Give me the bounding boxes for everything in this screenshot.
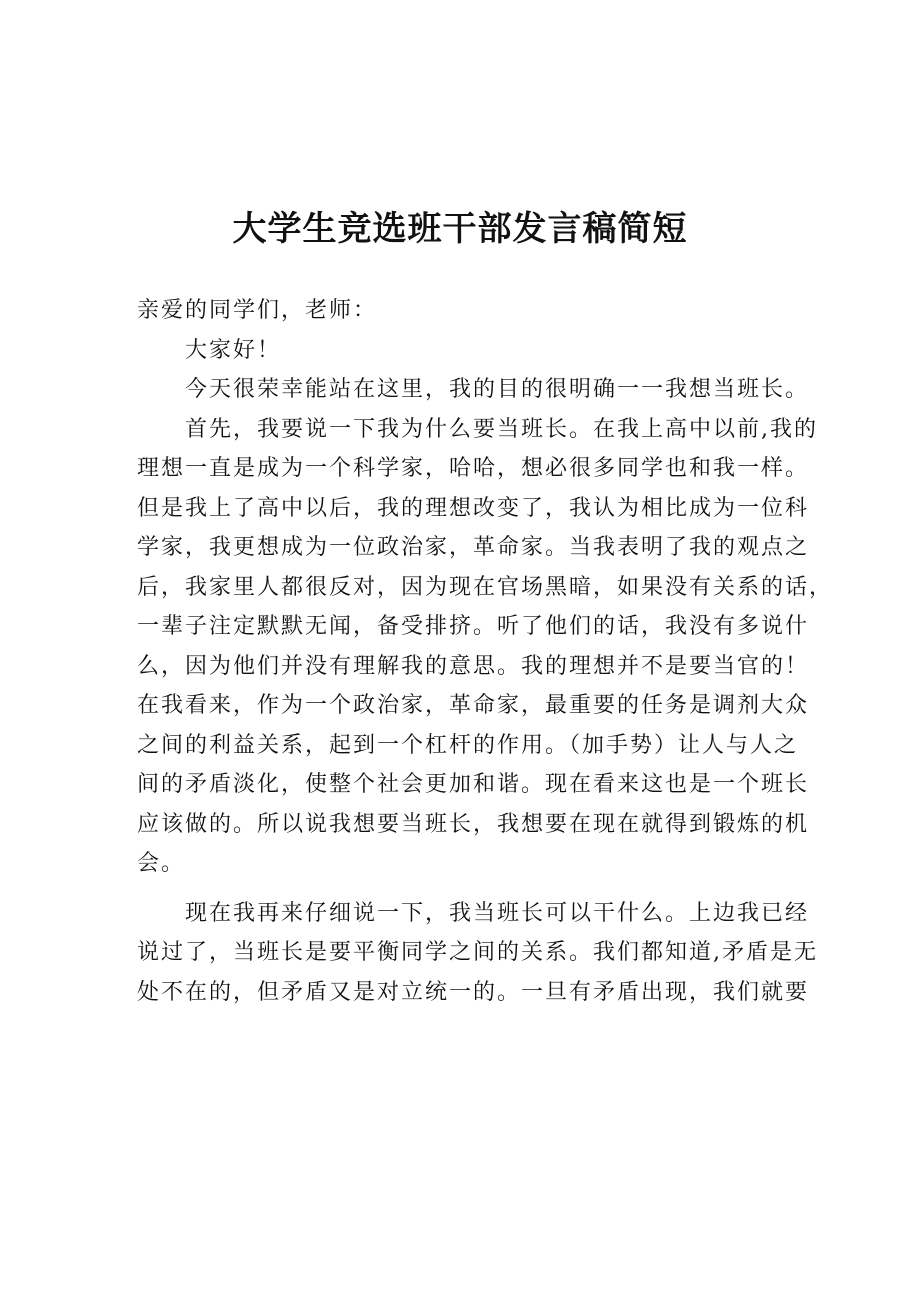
- paragraph-line: 会。: [137, 851, 186, 876]
- paragraph-line: 理想一直是成为一个科学家，哈哈，想必很多同学也和我一样。: [137, 456, 810, 481]
- paragraph-line: 间的矛盾淡化，使整个社会更加和谐。现在看来这也是一个班长: [137, 772, 810, 797]
- document-body: [137, 291, 834, 1012]
- paragraph-line: 一辈子注定默默无闻，备受排挤。听了他们的话，我没有多说什: [137, 614, 810, 639]
- paragraph-line: 之间的利益关系，起到一个杠杆的作用。（加手势）让人与人之: [137, 732, 799, 758]
- paragraph-line: 现在我再来仔细说一下，我当班长可以干什么。上边我已经: [185, 900, 810, 926]
- paragraph-line: 后，我家里人都很反对，因为现在官场黑暗，如果没有关系的话，: [137, 574, 834, 600]
- greeting-line: 大家好！: [185, 337, 282, 363]
- paragraph-line: 应该做的。所以说我想要当班长，我想要在现在就得到锻炼的机: [137, 811, 810, 837]
- paragraph-line: 首先，我要说一下我为什么要当班长。在我上高中以前,我的: [185, 416, 818, 442]
- paragraph-line: 但是我上了高中以后，我的理想改变了，我认为相比成为一位科: [137, 495, 810, 521]
- paragraph-line: 学家，我更想成为一位政治家，革命家。当我表明了我的观点之: [137, 535, 810, 560]
- paragraph-line: 么，因为他们并没有理解我的意思。我的理想并不是要当官的！: [137, 653, 810, 679]
- paragraph-line: 说过了，当班长是要平衡同学之间的关系。我们都知道,矛盾是无: [137, 940, 818, 965]
- paragraph-line: 今天很荣幸能站在这里，我的目的很明确一一我想当班长。: [185, 377, 810, 402]
- document-title: 大学生竞选班干部发言稿简短: [232, 209, 688, 249]
- salutation-line: 亲爱的同学们，老师：: [137, 298, 378, 323]
- paragraph-line: 处不在的，但矛盾又是对立统一的。一旦有矛盾出现，我们就要: [137, 979, 810, 1005]
- paragraph-line: 在我看来，作为一个政治家，革命家，最重要的任务是调剂大众: [137, 693, 810, 718]
